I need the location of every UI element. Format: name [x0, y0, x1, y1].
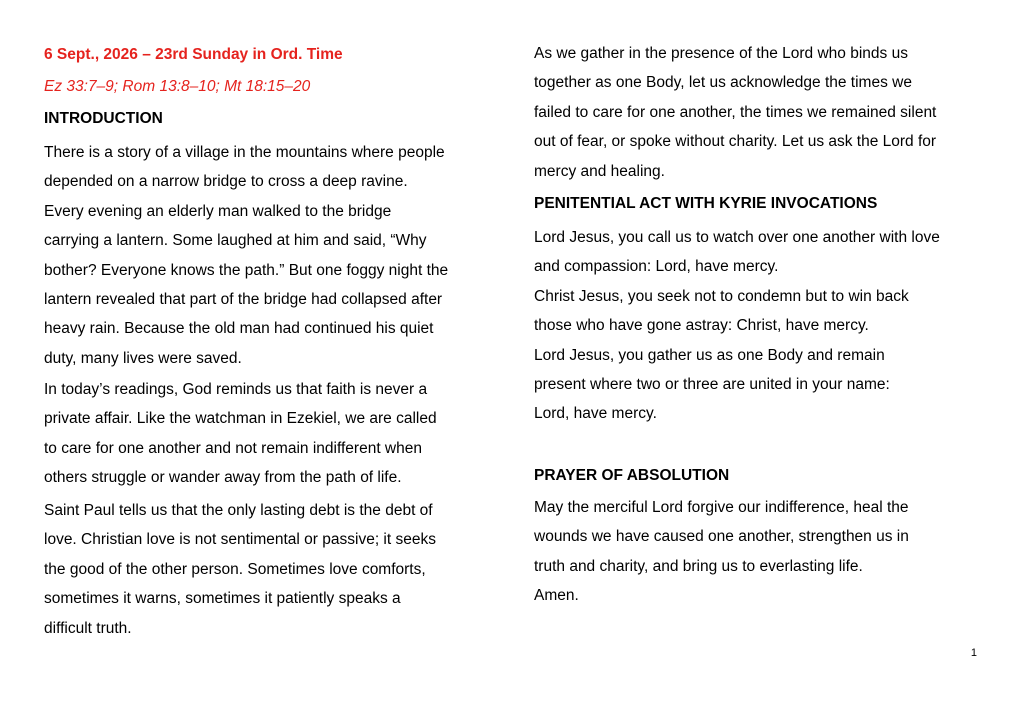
gathering-paragraph	[534, 39, 936, 186]
text-line: lantern revealed that part of the bridge had collapsed after	[44, 291, 443, 309]
text-line: Lord Jesus, you gather us as one Body and remain	[534, 346, 885, 364]
text-line: heavy rain. Because the old man had continued his quiet	[44, 320, 434, 338]
text-line: As we gather in the presence of the Lord who binds us	[534, 45, 908, 62]
introduction-paragraph-1	[44, 138, 448, 373]
text-line: truth and charity, and bring us to everlasting life.	[534, 557, 863, 575]
text-line: Lord Jesus, you call us to watch over one another with love	[534, 229, 940, 246]
text-line: to care for one another and not remain indifferent when	[44, 439, 422, 457]
absolution-prayer	[534, 493, 909, 611]
introduction-paragraph-3	[44, 496, 436, 643]
introduction-heading: INTRODUCTION	[44, 110, 163, 127]
text-line: carrying a lantern. Some laughed at him and said, “Why	[44, 232, 427, 250]
date-title: 6 Sept., 2026 – 23rd Sunday in Ord. Time	[44, 46, 343, 63]
kyrie-invocations	[534, 223, 940, 429]
page-number: 1	[970, 647, 977, 659]
text-line: private affair. Like the watchman in Ezekiel, we are called	[44, 410, 437, 428]
text-line: the good of the other person. Sometimes love comforts,	[44, 560, 426, 578]
penitential-heading: PENITENTIAL ACT WITH KYRIE INVOCATIONS	[534, 195, 878, 212]
text-line: others struggle or wander away from the path of life.	[44, 469, 402, 487]
text-line: Every evening an elderly man walked to the bridge	[44, 202, 392, 220]
text-line: out of fear, or spoke without charity. Let us ask the Lord for	[534, 133, 937, 151]
text-line: present where two or three are united in your name:	[534, 376, 890, 394]
text-line: duty, many lives were saved.	[44, 349, 242, 367]
text-line: sometimes it warns, sometimes it patiently speaks a	[44, 590, 401, 608]
introduction-paragraph-2	[44, 375, 437, 493]
text-line: May the merciful Lord forgive our indifference, heal the	[534, 499, 909, 516]
text-line: Amen.	[534, 587, 579, 605]
text-line: Christ Jesus, you seek not to condemn but to win back	[534, 287, 909, 305]
text-line: together as one Body, let us acknowledge the times we	[534, 74, 912, 92]
text-line: those who have gone astray: Christ, have mercy.	[534, 317, 869, 335]
text-line: In today’s readings, God reminds us that faith is never a	[44, 381, 428, 398]
text-line: difficult truth.	[44, 619, 132, 637]
absolution-heading: PRAYER OF ABSOLUTION	[534, 467, 730, 484]
text-line: Saint Paul tells us that the only lasting debt is the debt of	[44, 502, 433, 519]
text-line: mercy and healing.	[534, 162, 665, 180]
text-line: and compassion: Lord, have mercy.	[534, 258, 779, 276]
text-line: wounds we have caused one another, strengthen us in	[534, 528, 909, 546]
text-line: There is a story of a village in the mountains where people	[44, 144, 445, 161]
text-line: love. Christian love is not sentimental or passive; it seeks	[44, 531, 436, 549]
text-line: failed to care for one another, the times we remained silent	[534, 103, 937, 121]
text-line: depended on a narrow bridge to cross a deep ravine.	[44, 173, 408, 191]
text-line: Lord, have mercy.	[534, 405, 657, 423]
text-line: bother? Everyone knows the path.” But one foggy night the	[44, 261, 449, 279]
readings-reference: Ez 33:7–9; Rom 13:8–10; Mt 18:15–20	[44, 78, 311, 95]
